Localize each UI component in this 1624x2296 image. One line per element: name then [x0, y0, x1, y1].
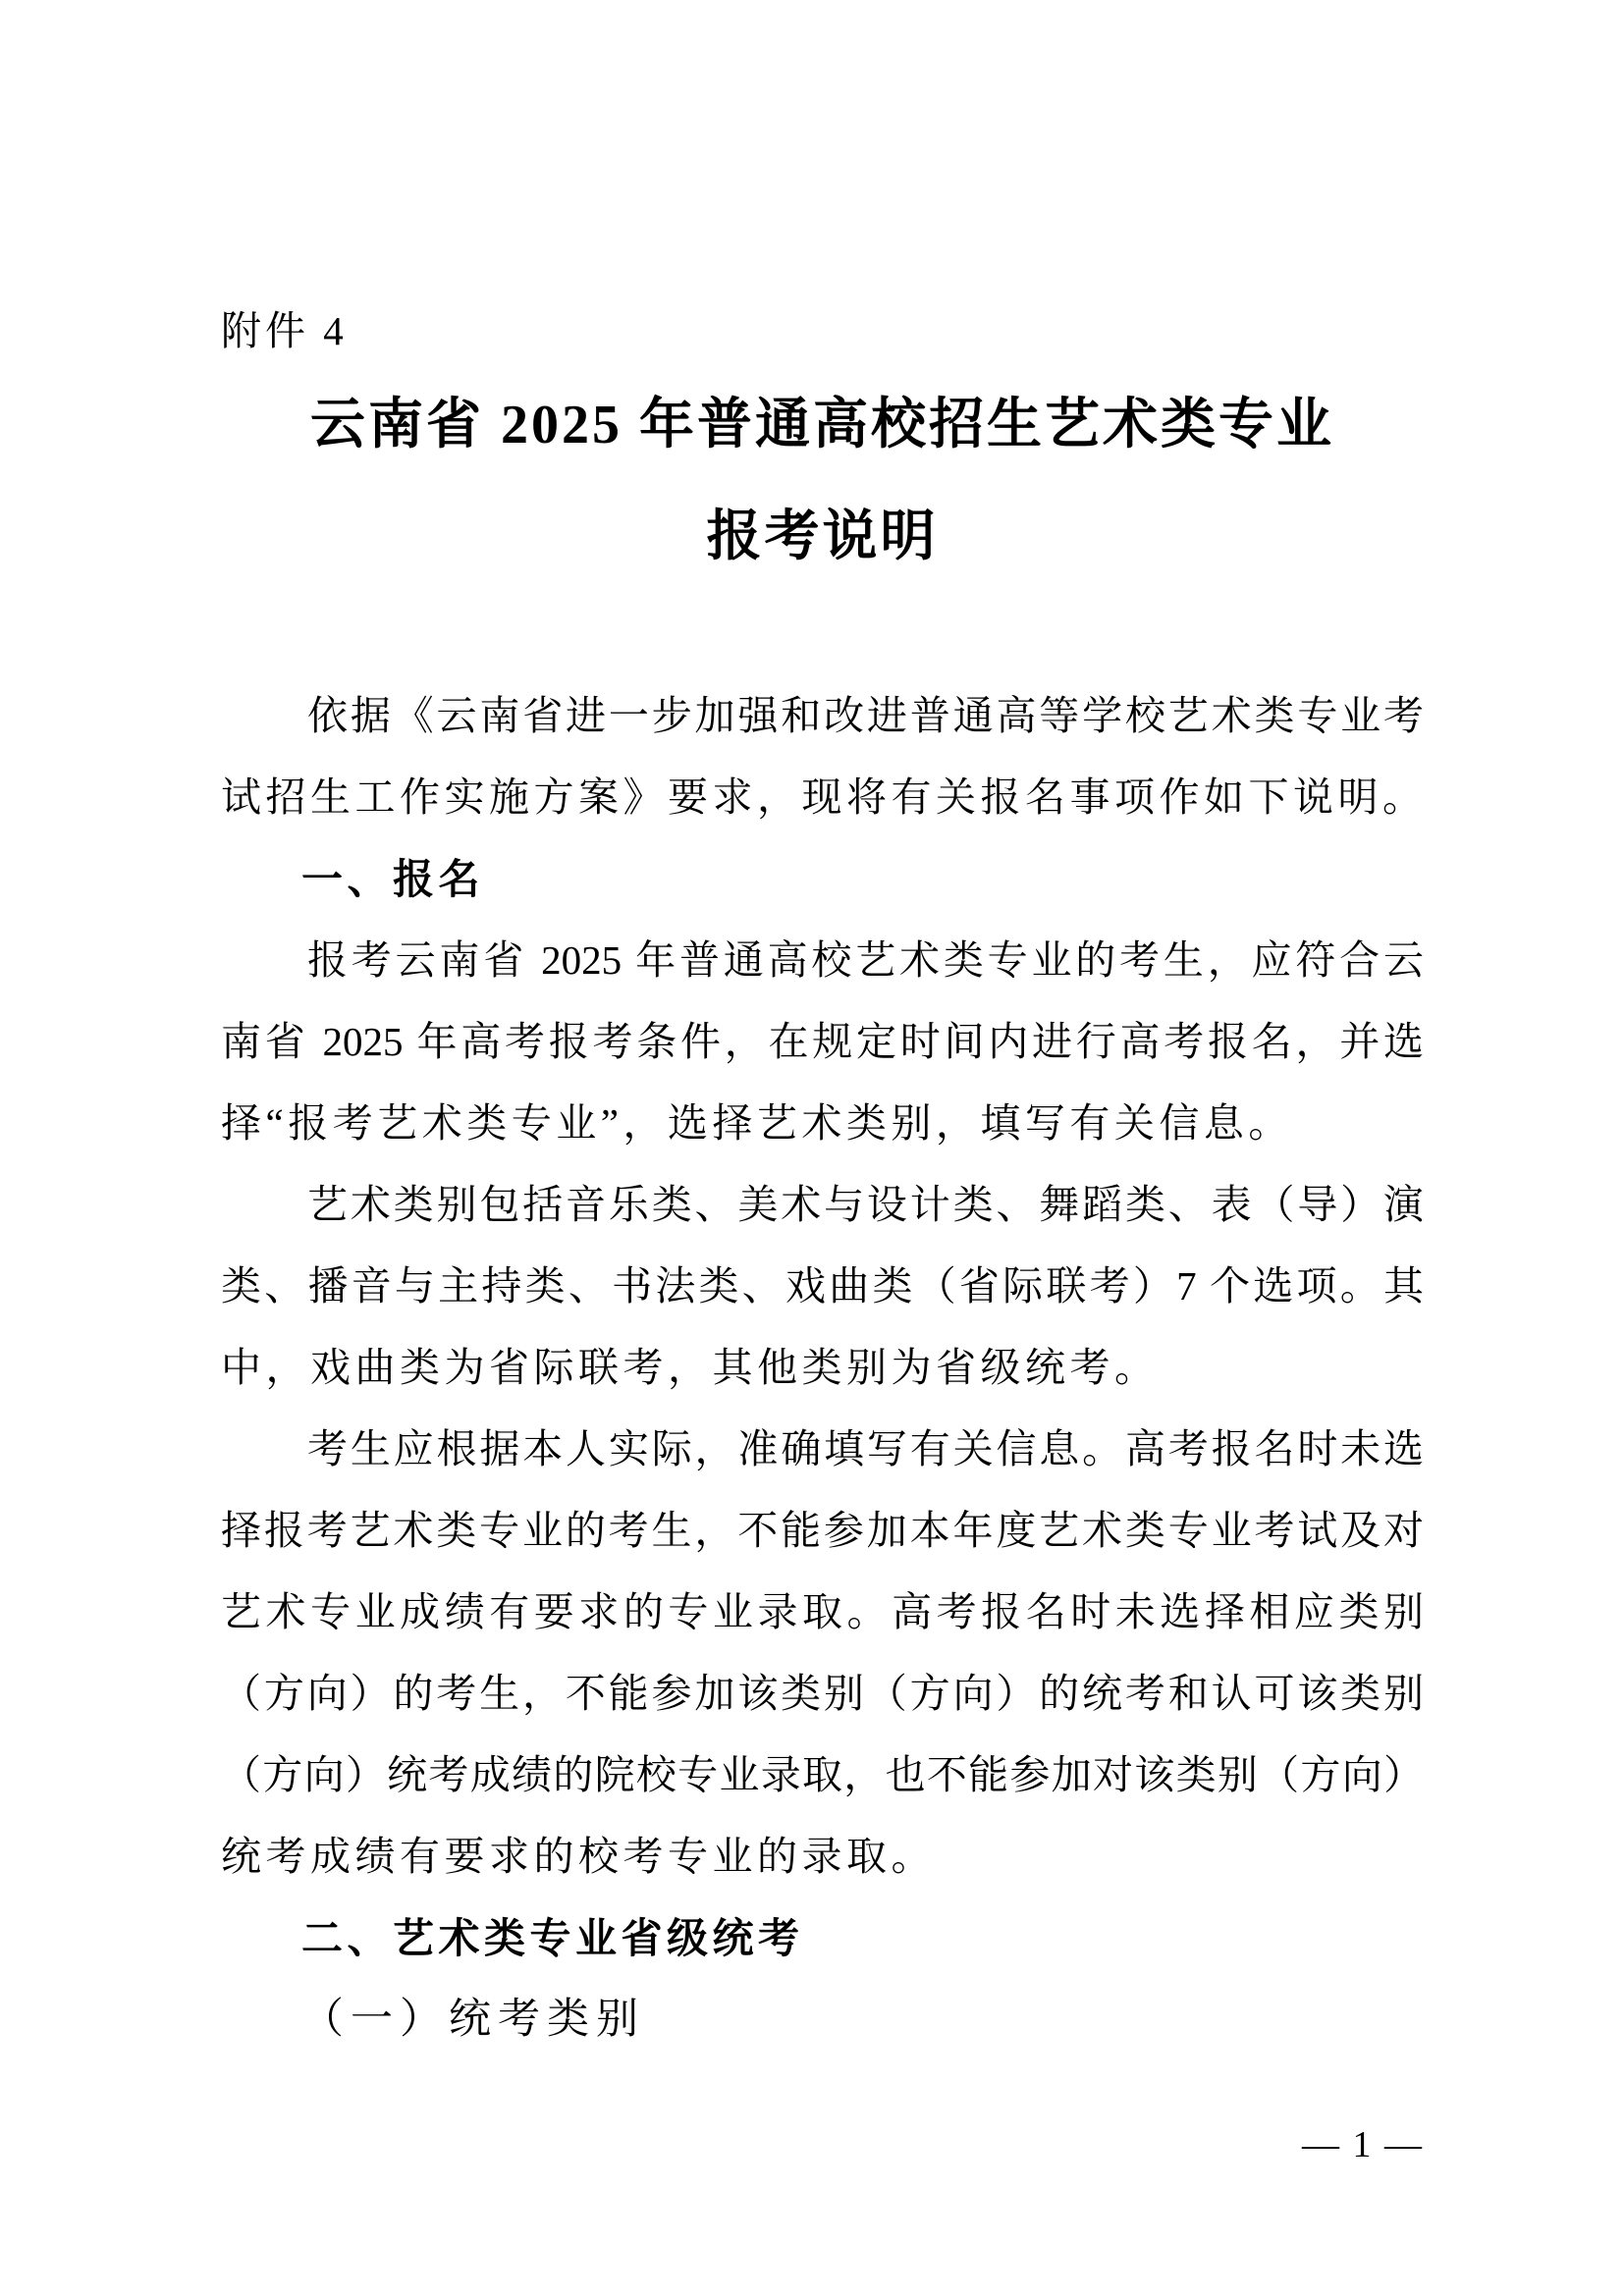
document-title-line2: 报考说明: [706, 507, 939, 567]
body-line: 择“报考艺术类专业”，选择艺术类别，填写有关信息。: [221, 1100, 1293, 1146]
attachment-label: 附件 4: [221, 308, 348, 353]
body-line: 类、播音与主持类、书法类、戏曲类（省际联考）7 个选项。其: [221, 1263, 1424, 1308]
body-line: 依据《云南省进一步加强和改进普通高等学校艺术类专业考: [307, 693, 1424, 738]
body-line: 艺术类别包括音乐类、美术与设计类、舞蹈类、表（导）演: [307, 1182, 1424, 1227]
body-line: 艺术专业成绩有要求的专业录取。高考报名时未选择相应类别: [221, 1589, 1424, 1634]
body-line: 中，戏曲类为省际联考，其他类别为省级统考。: [221, 1345, 1160, 1390]
page-number: — 1 —: [1302, 2124, 1424, 2165]
sub-heading: （一）统考类别: [301, 1997, 645, 2043]
body-line: （方向）的考生，不能参加该类别（方向）的统考和认可该类别: [221, 1671, 1424, 1716]
body-line: 试招生工作实施方案》要求，现将有关报名事项作如下说明。: [221, 774, 1428, 820]
body-line: 考生应根据本人实际，准确填写有关信息。高考报名时未选: [307, 1426, 1424, 1471]
document-title-line1: 云南省 2025 年普通高校招生艺术类专业: [310, 395, 1334, 455]
body-line: 南省 2025 年高考报考条件，在规定时间内进行高考报名，并选: [221, 1019, 1424, 1064]
section-heading: 一、报名: [301, 856, 485, 902]
body-line: 择报考艺术类专业的考生，不能参加本年度艺术类专业考试及对: [221, 1508, 1424, 1553]
body-line: 统考成绩有要求的校考专业的录取。: [221, 1834, 936, 1879]
document-body: [221, 675, 1428, 2060]
section-heading: 二、艺术类专业省级统考: [301, 1915, 804, 1961]
body-line: （方向）统考成绩的院校专业录取，也不能参加对该类别（方向）: [221, 1752, 1424, 1797]
body-line: 报考云南省 2025 年普通高校艺术类专业的考生，应符合云: [307, 937, 1424, 983]
